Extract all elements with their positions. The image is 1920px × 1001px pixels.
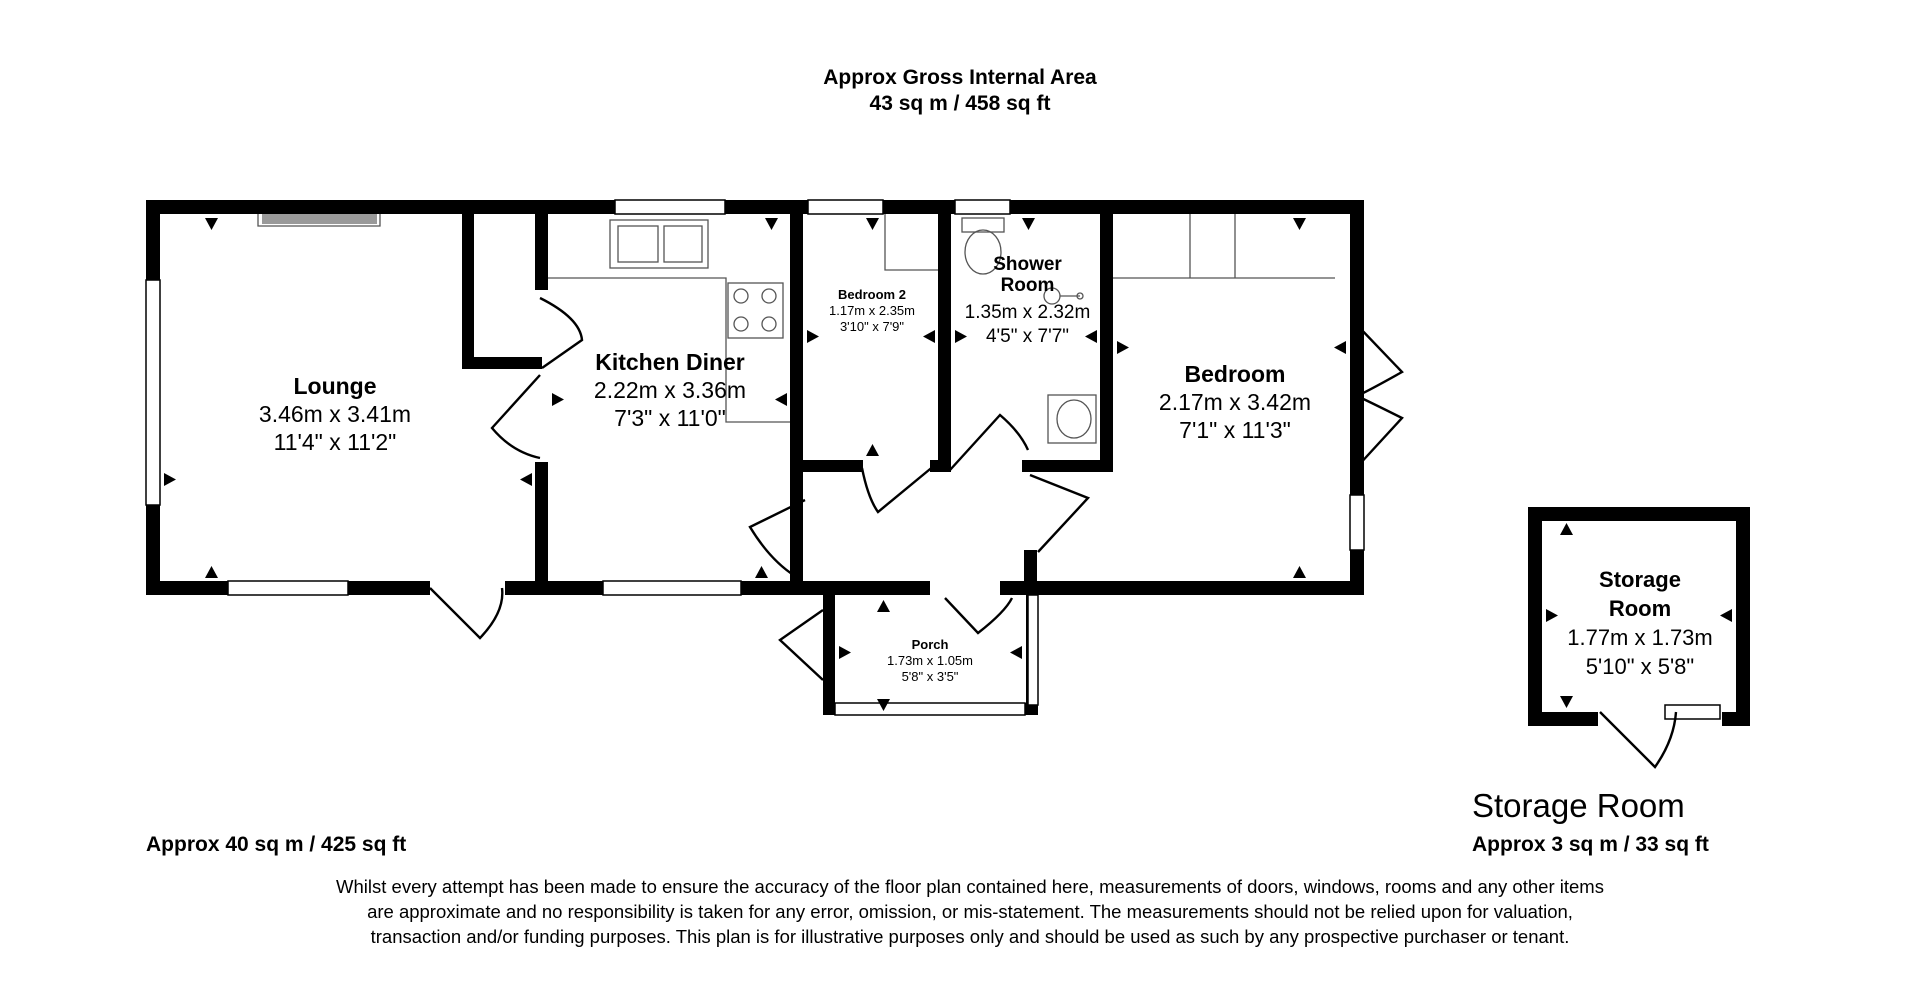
room-metric: 1.73m x 1.05m [887, 653, 973, 668]
dimension-arrow-icon [1293, 218, 1306, 230]
room-label-bedroom [1135, 360, 1335, 444]
dimension-arrow-icon [765, 218, 778, 230]
room-imperial: 5'8" x 3'5" [901, 669, 959, 684]
main-floor-area: Approx 40 sq m / 425 sq ft [146, 833, 407, 856]
window-icon [146, 280, 160, 505]
door-swing-icon [950, 415, 1028, 470]
storage-floor-title: Storage Room [1472, 787, 1685, 824]
room-metric: 1.17m x 2.35m [829, 303, 915, 318]
sink-icon [610, 220, 708, 268]
window-icon [808, 200, 883, 214]
room-metric: 2.17m x 3.42m [1158, 389, 1312, 415]
window-icon [1028, 595, 1038, 705]
gross-area-total: 43 sq m / 458 sq ft [869, 92, 1051, 115]
dimension-arrow-icon [205, 218, 218, 230]
room-name: Storage Room [1599, 567, 1681, 621]
door-swing-icon [1600, 712, 1676, 767]
dimension-arrow-icon [839, 646, 851, 659]
door-swing-icon [430, 588, 502, 638]
dimension-arrow-icon [520, 473, 532, 486]
dimension-arrow-icon [205, 566, 218, 578]
room-label-shower-dims [955, 301, 1100, 349]
dimension-arrow-icon [1022, 218, 1035, 230]
disclaimer-text: Whilst every attempt has been made to ensure the accuracy of the floor plan contained here, measurements of doors, windows, rooms and any other items are approximate and no responsibility is taken for any error, omission, or mis-statement. The measurements should not be relied upon for valuation, transaction and/or funding purposes. This plan is for illustrative purposes only and should be used as such by any prospective purchaser or tenant. [336, 876, 1604, 947]
room-label-kitchen [560, 348, 780, 432]
room-name: Kitchen Diner [595, 349, 745, 375]
room-label-porch [855, 637, 1005, 685]
gross-area-title: Approx Gross Internal Area [823, 66, 1097, 89]
door-swing-icon [1030, 475, 1088, 552]
room-metric: 3.46m x 3.41m [258, 401, 412, 427]
room-metric: 2.22m x 3.36m [593, 377, 747, 403]
room-imperial: 7'1" x 11'3" [1179, 417, 1291, 443]
dimension-arrow-icon [866, 444, 879, 456]
window-icon [603, 581, 741, 595]
basin-icon [1048, 395, 1096, 443]
room-metric: 1.35m x 2.32m [964, 302, 1091, 323]
dimension-arrow-icon [1560, 696, 1573, 708]
window-icon [615, 200, 725, 214]
fireplace-icon [262, 214, 377, 224]
room-label-lounge [220, 372, 450, 456]
room-imperial: 7'3" x 11'0" [614, 405, 726, 431]
room-name: Porch [911, 637, 949, 652]
window-icon [955, 200, 1010, 214]
room-metric: 1.77m x 1.73m [1567, 625, 1713, 650]
room-name: Lounge [293, 373, 377, 399]
dimension-arrow-icon [877, 600, 890, 612]
dimension-arrow-icon [755, 566, 768, 578]
room-imperial: 3'10" x 7'9" [839, 319, 905, 334]
walls [146, 200, 1364, 715]
dimension-arrow-icon [1334, 341, 1346, 354]
dimension-arrow-icon [866, 218, 879, 230]
window-icon [228, 581, 348, 595]
room-imperial: 11'4" x 11'2" [273, 429, 397, 455]
window-icon [1665, 705, 1720, 719]
room-label-bedroom2 [812, 287, 932, 335]
door-swing-icon [780, 610, 823, 680]
window-icon [835, 703, 1025, 715]
door-swing-icon [492, 375, 540, 458]
dimension-arrow-icon [1293, 566, 1306, 578]
dimension-arrow-icon [1117, 341, 1129, 354]
dimension-arrow-icon [1560, 523, 1573, 535]
door-swing-icon [945, 598, 1012, 633]
room-label-shower-name [990, 254, 1065, 296]
storage-floor-area: Approx 3 sq m / 33 sq ft [1472, 833, 1709, 856]
room-name: Shower Room [993, 254, 1062, 296]
dimension-arrow-icon [1010, 646, 1022, 659]
dimension-arrow-icon [164, 473, 176, 486]
window-icon [1350, 495, 1364, 550]
room-imperial: 4'5" x 7'7" [985, 326, 1070, 347]
room-name: Bedroom 2 [838, 287, 906, 302]
room-imperial: 5'10" x 5'8" [1585, 654, 1695, 679]
door-swing-icon [862, 465, 935, 512]
room-name: Bedroom [1184, 361, 1286, 387]
room-label-storage [1555, 565, 1725, 681]
hob-icon [728, 283, 783, 338]
